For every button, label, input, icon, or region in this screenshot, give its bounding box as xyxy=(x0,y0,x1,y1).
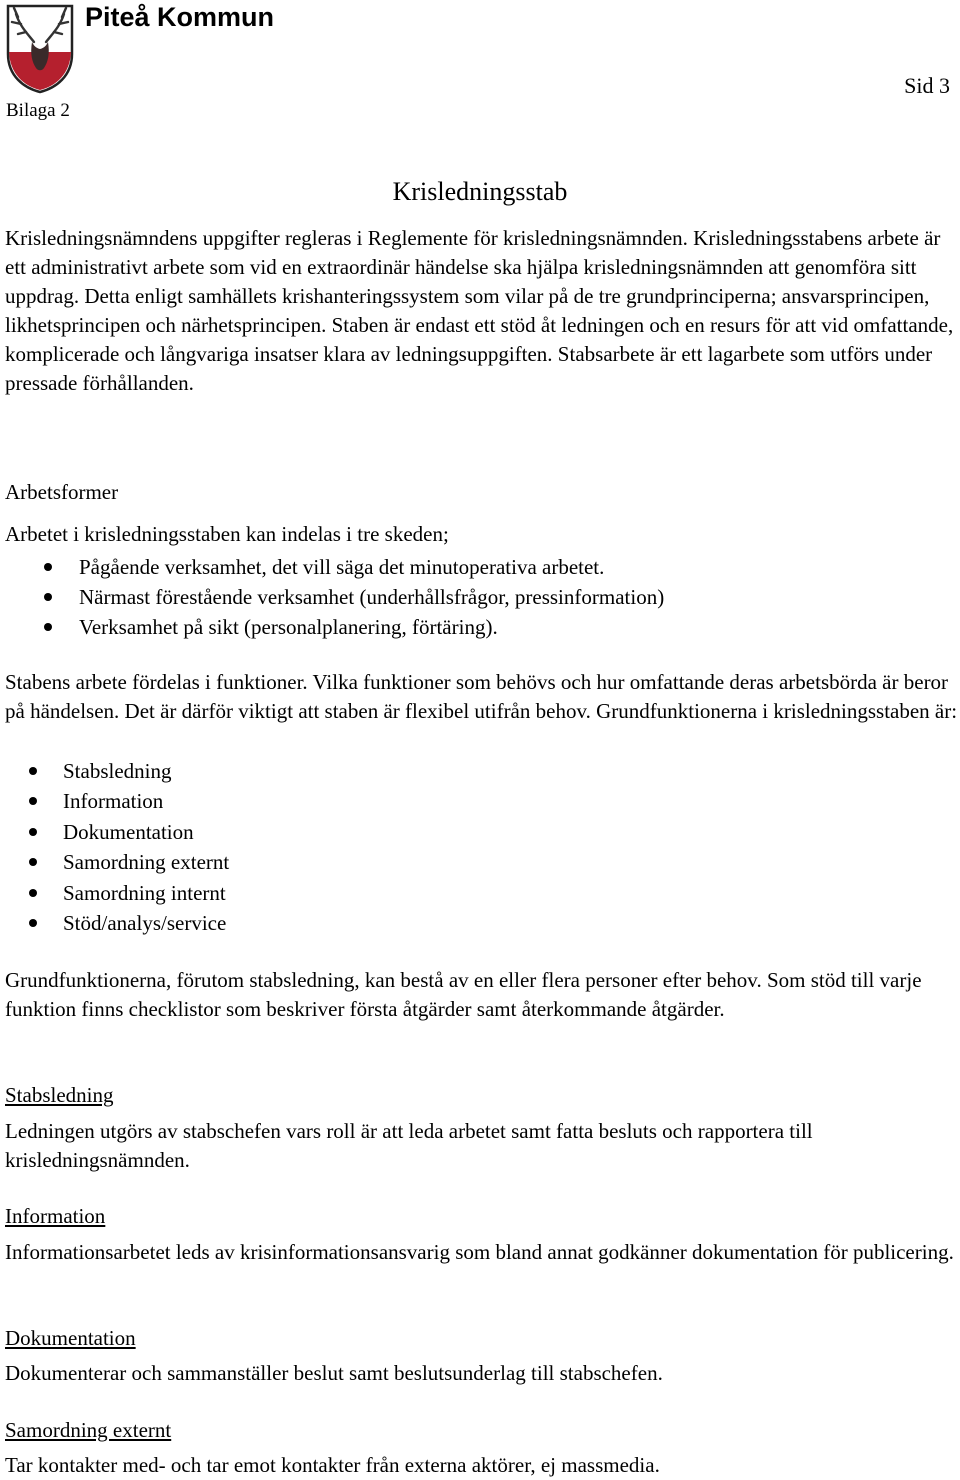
bullet-icon xyxy=(44,593,52,601)
list-item: Närmast förestående verksamhet (underhållsfrågor, pressinformation) xyxy=(40,582,664,612)
bullet-icon xyxy=(29,889,37,897)
bullet-icon xyxy=(29,797,37,805)
bullet-icon xyxy=(29,858,37,866)
list-item: Verksamhet på sikt (personalplanering, förtäring). xyxy=(40,612,664,642)
phases-lead-text: Arbetet i krisledningsstaben kan indelas i tre skeden; xyxy=(5,522,449,546)
section-heading-dokumentation: Dokumentation xyxy=(5,1326,136,1350)
section-heading-samordning-externt: Samordning externt xyxy=(5,1418,172,1442)
list-item: Samordning internt xyxy=(25,878,229,908)
section-heading-stabsledning: Stabsledning xyxy=(5,1083,114,1107)
organization-name: Piteå Kommun xyxy=(85,2,275,32)
attachment-label: Bilaga 2 xyxy=(6,100,70,121)
section-text-stabsledning: Ledningen utgörs av stabschefen vars roll är att leda arbetet samt fatta besluts och rapportera till krisledningsnämnden. xyxy=(5,1119,813,1172)
section-heading-information: Information xyxy=(5,1204,106,1228)
list-item: Samordning externt xyxy=(25,847,229,877)
list-item: Dokumentation xyxy=(25,817,229,847)
bullet-icon xyxy=(29,919,37,927)
section-text-samordning-externt: Tar kontakter med- och tar emot kontakter från externa aktörer, ej massmedia. xyxy=(5,1453,660,1477)
functions-intro-paragraph: Stabens arbete fördelas i funktioner. Vilka funktioner som behövs och hur omfattande deras arbetsbörda är beror på händelsen. Det är därför viktigt att staben är flexibel utifrån behov. Grundfunktionerna i krisledningsstaben är: xyxy=(5,670,958,723)
bullet-icon xyxy=(29,828,37,836)
functions-note-paragraph: Grundfunktionerna, förutom stabsledning, kan bestå av en eller flera personer efter behov. Som stöd till varje funktion finns checklistor som beskriver första åtgärder samt återkommande åtgärder. xyxy=(5,968,922,1021)
section-text-information: Informationsarbetet leds av krisinformationsansvarig som bland annat godkänner dokumentation för publicering. xyxy=(5,1240,954,1264)
list-item: Stabsledning xyxy=(25,756,229,786)
bullet-icon xyxy=(29,767,37,775)
list-item: Stöd/analys/service xyxy=(25,908,229,938)
bullet-icon xyxy=(44,563,52,571)
list-item: Pågående verksamhet, det vill säga det minutoperativa arbetet. xyxy=(40,552,664,582)
document-title: Krisledningsstab xyxy=(392,177,568,206)
page-number: Sid 3 xyxy=(904,73,950,98)
section-text-dokumentation: Dokumenterar och sammanställer beslut samt beslutsunderlag till stabschefen. xyxy=(5,1361,663,1385)
section-heading-arbetsformer: Arbetsformer xyxy=(5,480,119,504)
phases-list xyxy=(40,552,664,642)
municipal-coat-of-arms-logo xyxy=(4,2,76,94)
list-item: Information xyxy=(25,786,229,816)
intro-paragraph: Krisledningsnämndens uppgifter regleras i Reglemente för krisledningsnämnden. Krisledningsstabens arbete är ett administrativt arbete som vid en extraordinär händelse ska hjälpa krisledningsnämnden att genomföra sitt uppdrag. Detta enligt samhällets krishanteringssystem som vilar på de tre grundprinciperna; ansvarsprincipen, likhetsprincipen och närhetsprincipen. Staben är endast ett stöd åt ledningen och en resurs för att vid omfattande, komplicerade och långvariga insatser klara av ledningsuppgiften. Stabsarbete är ett lagarbete som utförs under pressade förhållanden. xyxy=(5,226,954,395)
functions-list xyxy=(25,756,229,938)
bullet-icon xyxy=(44,623,52,631)
